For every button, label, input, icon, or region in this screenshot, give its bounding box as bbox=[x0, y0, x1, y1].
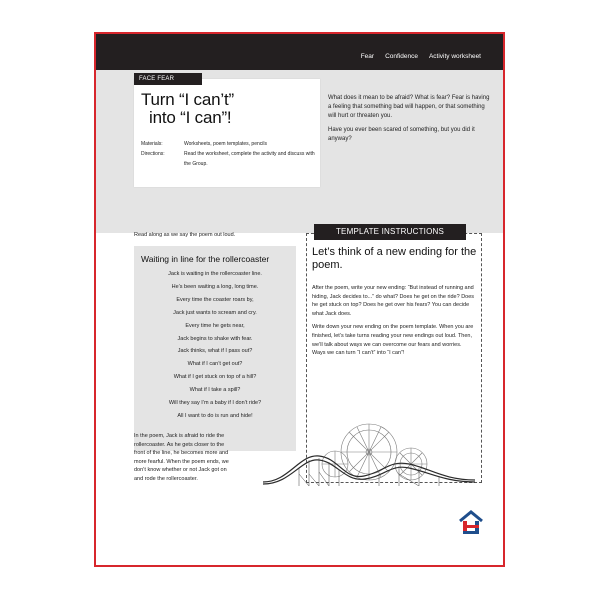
poem-line: What if I get stuck on top of a hill? bbox=[173, 374, 257, 381]
top-bar bbox=[96, 34, 503, 70]
template-text bbox=[312, 284, 475, 363]
meta-key: Directions: bbox=[141, 151, 165, 157]
worksheet-page bbox=[94, 32, 505, 567]
meta-row-directions bbox=[141, 149, 316, 169]
poem-line: Every time he gets near, bbox=[185, 322, 245, 329]
poem-line: What if I take a spill? bbox=[189, 387, 241, 394]
poem-line: Jack begins to shake with fear. bbox=[177, 335, 253, 342]
meta-row-materials bbox=[141, 139, 316, 149]
page-title bbox=[141, 91, 321, 127]
poem-line: What if I can’t get out? bbox=[187, 361, 243, 368]
intro-paragraph: Have you ever been scared of something, but you did it anyway? bbox=[328, 127, 475, 142]
poem-line: Jack is waiting in the rollercoaster line. bbox=[168, 271, 262, 277]
top-nav bbox=[361, 53, 481, 60]
meta-value: Worksheets, poem templates, pencils bbox=[184, 141, 268, 147]
template-paragraph: Write down your new ending on the poem template. When you are finished, let’s take turns reading your new endings out loud. Then, we’ll talk about ways we can overcome our fears and worries. Ways we can turn “I can’t” into “I can”! bbox=[312, 324, 474, 357]
poem-line: Jack thinks, what if I pass out? bbox=[177, 348, 253, 355]
nav-item-fear[interactable]: Fear bbox=[360, 53, 375, 60]
poem-line: Will they say I’m a baby if I don’t ride? bbox=[168, 400, 262, 407]
title-line-1: Turn “I can’t” bbox=[141, 90, 234, 109]
title-line-2: into “I can”! bbox=[149, 108, 232, 127]
materials-directions bbox=[141, 139, 316, 169]
template-subheading: Let’s think of a new ending for the poem. bbox=[312, 246, 477, 271]
poem-line: Every time the coaster roars by, bbox=[176, 296, 254, 303]
rollercoaster-illustration bbox=[259, 414, 479, 486]
intro-text bbox=[328, 94, 493, 149]
poem-line: Jack just wants to scream and cry. bbox=[173, 309, 257, 316]
nav-item-activity-worksheet[interactable]: Activity worksheet bbox=[428, 53, 481, 60]
poem-line: He’s been waiting a long, long time. bbox=[171, 283, 259, 290]
poem-title: Waiting in line for the rollercoaster bbox=[141, 254, 270, 264]
poem-summary: In the poem, Jack is afraid to ride the rollercoaster. As he gets closer to the front of the line, he becomes more and more fearful. When the poem ends, we don’t know whether or not Jack got on and rode the rollercoaster. bbox=[134, 433, 229, 482]
intro-paragraph: What does it mean to be afraid? What is fear? Fear is having a feeling that something bad will happen, or that something will hurt or threaten you. bbox=[328, 95, 490, 119]
meta-value: Read the worksheet, complete the activity and discuss with the Group. bbox=[184, 151, 315, 167]
read-along-note: Read along as we say the poem out loud. bbox=[134, 232, 236, 238]
meta-key: Materials: bbox=[141, 141, 163, 147]
poem-lines bbox=[138, 268, 292, 423]
poem-line: All I want to do is run and hide! bbox=[177, 412, 253, 419]
template-paragraph: After the poem, write your new ending: “But instead of running and hiding, Jack decides to...” do what? Does he get on the ride? Does he get stuck on top? Does he get over his fears? You can decide what Jack does. bbox=[312, 285, 475, 317]
nav-item-confidence[interactable]: Confidence bbox=[385, 53, 418, 60]
section-tag: FACE FEAR bbox=[134, 73, 202, 85]
template-heading: TEMPLATE INSTRUCTIONS bbox=[314, 224, 466, 240]
house-logo-icon bbox=[458, 510, 484, 536]
